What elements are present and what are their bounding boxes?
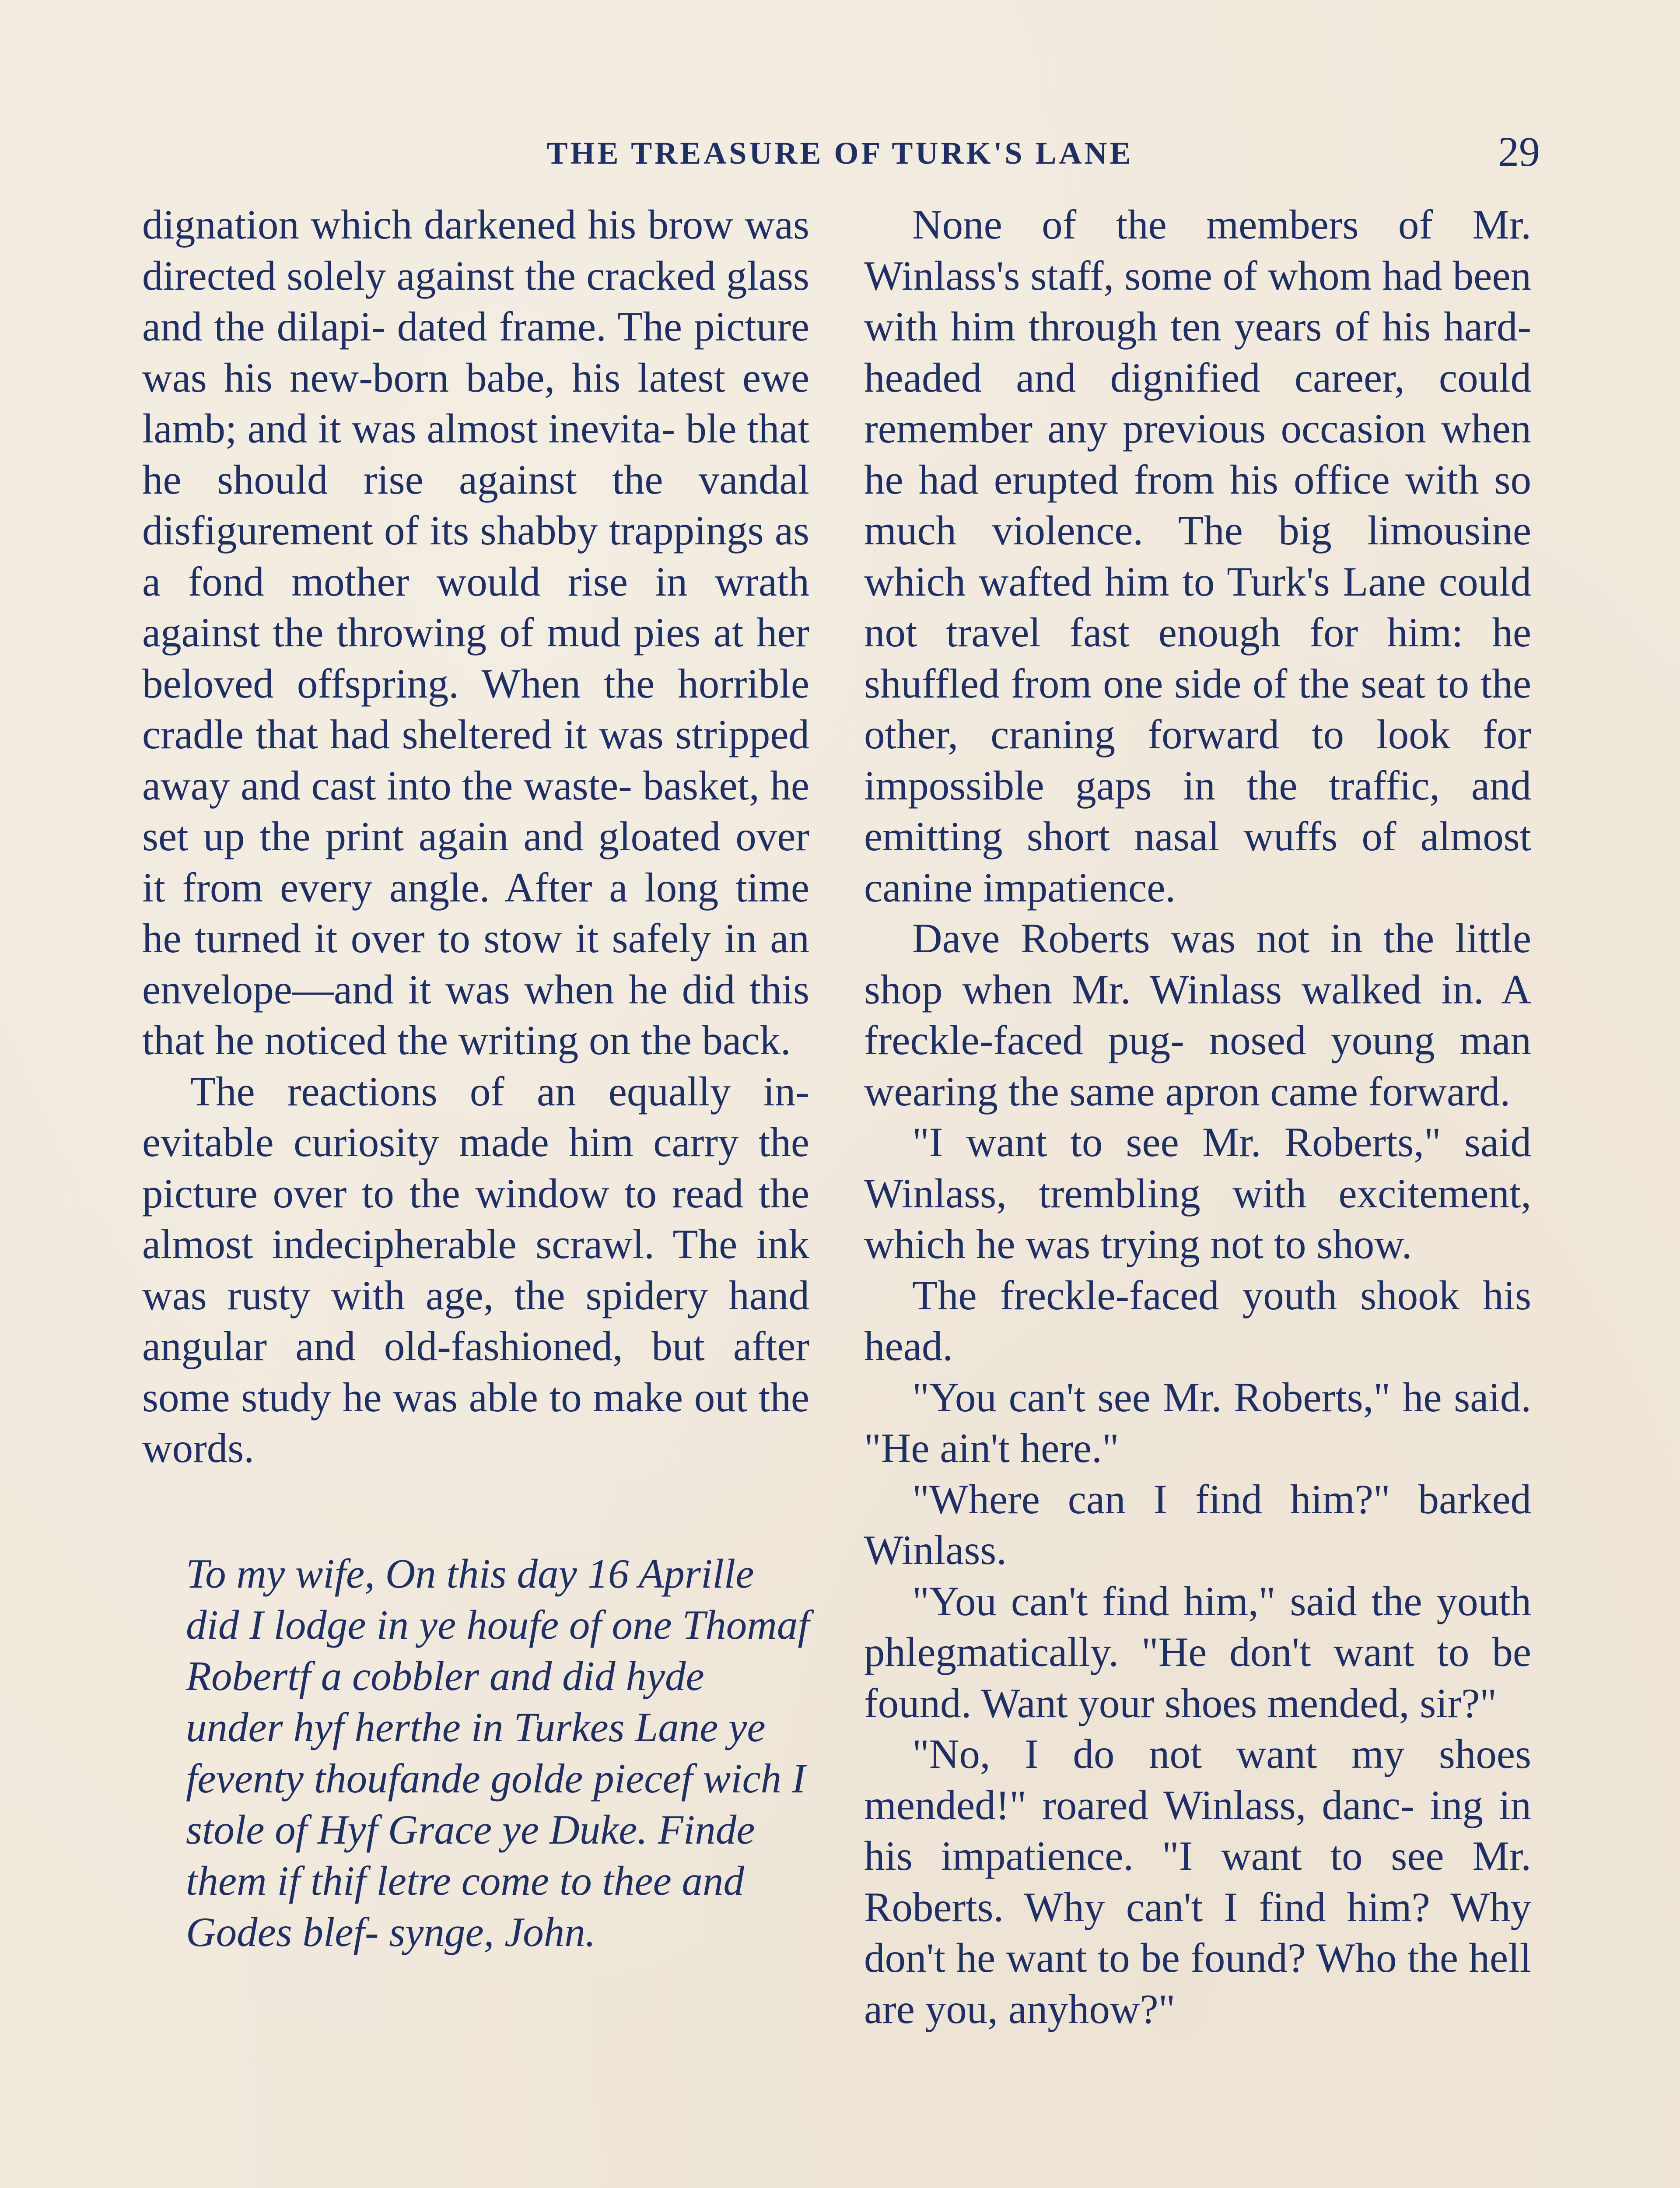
right-column <box>864 199 1531 2034</box>
paragraph: "You can't see Mr. Roberts," he said. "He ain't here." <box>864 1374 1531 1471</box>
paragraph: None of the members of Mr. Winlass's staff, some of whom had been with him through ten years of his hard-headed and dignified career, could remember any previous occasion when he had erupted from his office with so much violence. The big limousine which wafted him to Turk's Lane could not travel fast enough for him: he shuffled from one side of the seat to the other, craning forward to look for impossible gaps in the traffic, and emitting short nasal wuffs of almost canine impatience. <box>864 201 1531 911</box>
paragraph: "I want to see Mr. Roberts," said Winlass, trembling with excitement, which he was trying not to show. <box>864 1119 1531 1267</box>
page-number: 29 <box>1498 128 1540 175</box>
paragraph: "Where can I find him?" barked Winlass. <box>864 1476 1531 1573</box>
quoted-letter: To my wife, On this day 16 Aprille did I lodge in ye houfe of one Thomaf Robertf a cobbler and did hyde under hyf herthe in Turkes Lane ye feventy thoufande golde piecef wich I stole of Hyf Grace ye Duke. Finde them if thif letre come to thee and Godes blef- synge, John. <box>186 1550 809 1955</box>
left-column <box>142 199 809 1958</box>
paragraph: "No, I do not want my shoes mended!" roared Winlass, danc- ing in his impatience. "I want to see Mr. Roberts. Why can't I find him? Why don't he want to be found? Who the hell are you, anyhow?" <box>864 1731 1531 2032</box>
running-title: THE TREASURE OF TURK'S LANE <box>546 136 1134 171</box>
running-head <box>140 128 1540 184</box>
paragraph: "You can't find him," said the youth phlegmatically. "He don't want to be found. Want your shoes mended, sir?" <box>864 1578 1531 1726</box>
paragraph: dignation which darkened his brow was directed solely against the cracked glass and the dilapi- dated frame. The picture was his new-born babe, his latest ewe lamb; and it was almost inevita- ble that he should rise against the vandal disfigurement of its shabby trappings as a fond mother would rise in wrath against the throwing of mud pies at her beloved offspring. When the horrible cradle that had sheltered it was stripped away and cast into the waste- basket, he set up the print again and gloated over it from every angle. After a long time he turned it over to stow it safely in an envelope—and it was when he did this that he noticed the writing on the back. <box>142 201 809 1063</box>
paragraph: The reactions of an equally in- evitable curiosity made him carry the picture over to the window to read the almost indecipherable scrawl. The ink was rusty with age, the spidery hand angular and old-fashioned, but after some study he was able to make out the words. <box>142 1068 809 1471</box>
paragraph: Dave Roberts was not in the little shop when Mr. Winlass walked in. A freckle-faced pug- nosed young man wearing the same apron came forward. <box>864 915 1531 1115</box>
paragraph: The freckle-faced youth shook his head. <box>864 1272 1531 1369</box>
